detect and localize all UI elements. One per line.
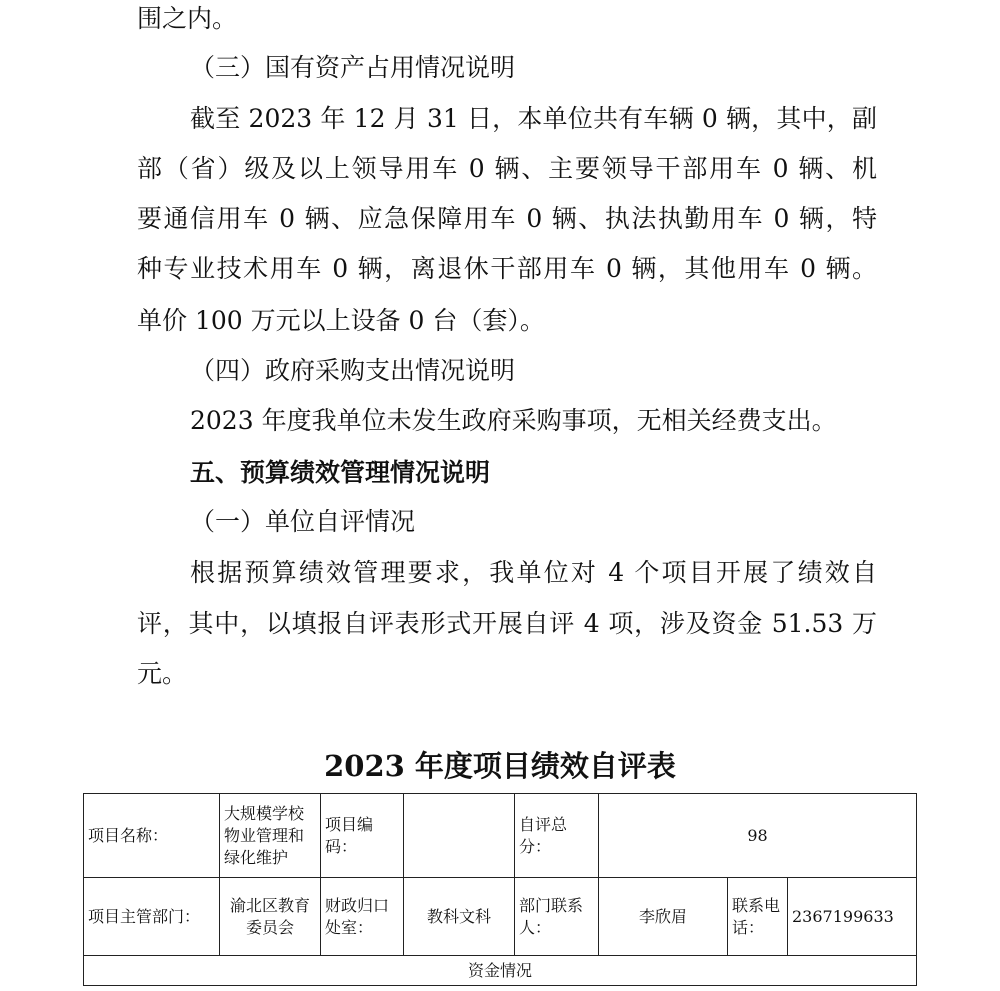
phone-value: 2367199633	[788, 878, 917, 956]
project-code-label: 项目编码：	[321, 794, 404, 878]
score-label: 自评总分：	[515, 794, 599, 878]
dept-label: 项目主管部门：	[84, 878, 220, 956]
text-line-9: 2023 年度我单位未发生政府采购事项，无相关经费支出。	[190, 406, 837, 435]
project-code-value	[404, 794, 515, 878]
section-heading-self-eval: （一）单位自评情况	[190, 507, 416, 536]
text-line-12: 根据预算绩效管理要求，我单位对 4 个项目开展了绩效自	[190, 558, 877, 587]
text-line-4: 部（省）级及以上领导用车 0 辆、主要领导干部用车 0 辆、机	[137, 154, 877, 183]
text-line-3: 截至 2023 年 12 月 31 日，本单位共有车辆 0 辆，其中，副	[190, 104, 877, 133]
text-line-14: 元。	[137, 659, 188, 688]
contact-value: 李欣眉	[599, 878, 728, 956]
table-row	[84, 956, 917, 986]
self-evaluation-table	[83, 793, 917, 986]
contact-label: 部门联系人：	[515, 878, 599, 956]
project-name-value: 大规模学校物业管理和绿化维护	[220, 794, 321, 878]
section-heading-assets: （三）国有资产占用情况说明	[190, 53, 516, 82]
text-line-7: 单价 100 万元以上设备 0 台（套）。	[137, 306, 545, 335]
finance-office-label: 财政归口处室：	[321, 878, 404, 956]
text-line-5: 要通信用车 0 辆、应急保障用车 0 辆、执法执勤用车 0 辆，特	[137, 204, 877, 233]
funds-header: 资金情况	[84, 956, 917, 986]
table-row	[84, 794, 917, 878]
section-heading-procurement: （四）政府采购支出情况说明	[190, 356, 516, 385]
text-line-13: 评，其中，以填报自评表形式开展自评 4 项，涉及资金 51.53 万	[137, 609, 877, 638]
project-name-label: 项目名称：	[84, 794, 220, 878]
finance-office-value: 教科文科	[404, 878, 515, 956]
dept-value: 渝北区教育委员会	[220, 878, 321, 956]
phone-label: 联系电话：	[728, 878, 788, 956]
text-line-1: 围之内。	[137, 4, 238, 33]
score-value: 98	[599, 794, 917, 878]
section-heading-performance: 五、预算绩效管理情况说明	[190, 458, 491, 487]
table-title: 2023 年度项目绩效自评表	[324, 749, 676, 783]
table-row	[84, 878, 917, 956]
text-line-6: 种专业技术用车 0 辆，离退休干部用车 0 辆，其他用车 0 辆。	[137, 254, 877, 283]
